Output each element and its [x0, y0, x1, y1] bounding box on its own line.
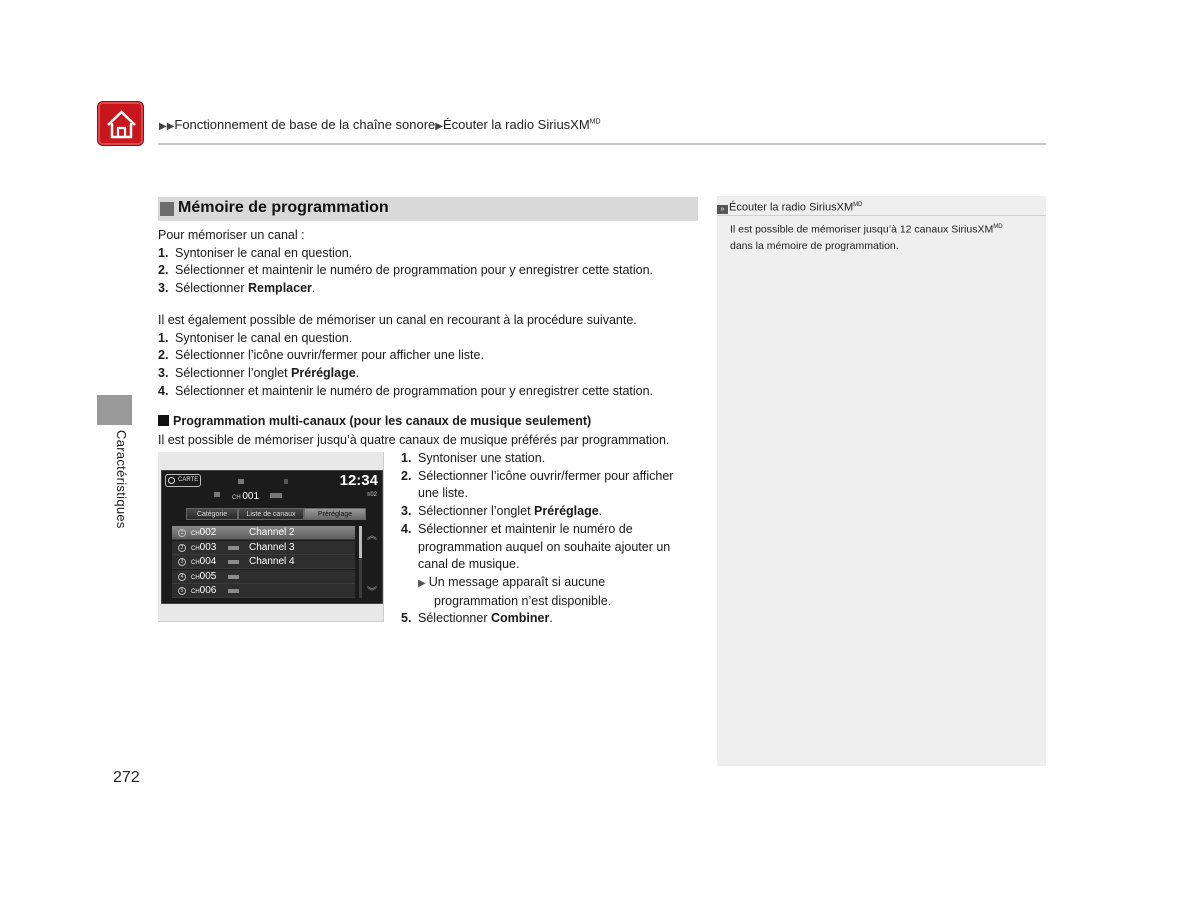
channel-art-icon: [270, 493, 282, 498]
step-item: 2. Sélectionner l’icône ouvrir/fermer pour afficher: [401, 468, 674, 483]
breadcrumb-link-siriusxm[interactable]: Écouter la radio SiriusXM: [443, 117, 590, 132]
preset-row[interactable]: 2 CH003 Channel 3: [172, 541, 355, 555]
breadcrumb-sup: MD: [589, 118, 601, 126]
section-heading: [158, 197, 698, 221]
preset-list: [172, 526, 355, 599]
tab-liste-de-canaux[interactable]: Liste de canaux: [238, 508, 304, 520]
step-note: ▶ Un message apparaît si aucune: [418, 574, 606, 589]
step-item: 4. Sélectionner et maintenir le numéro de: [401, 521, 633, 536]
audio-screen: [161, 470, 383, 604]
siriusxm-logo-icon: [228, 546, 239, 550]
step-item: 4. Sélectionner et maintenir le numéro de programmation pour y enregistrer cette station.: [158, 383, 654, 398]
step-item: 3. Sélectionner l’onglet Préréglage.: [401, 504, 603, 519]
step-item: 1. Syntoniser le canal en question.: [158, 330, 353, 345]
home-button[interactable]: [97, 101, 144, 146]
source-icon: [238, 479, 244, 484]
sub-intro: Il est possible de mémoriser jusqu’à quatre canaux de musique préférés par programmation.: [158, 433, 670, 447]
section-square-icon: [160, 202, 174, 216]
step-item: 2. Sélectionner l’icône ouvrir/fermer pour afficher une liste.: [158, 348, 484, 363]
chapter-label: Caractéristiques: [114, 430, 129, 529]
procedure-intro: Il est également possible de mémoriser un canal en recourant à la procédure suivante.: [158, 313, 637, 327]
page-number: 272: [113, 769, 140, 786]
home-icon: [104, 107, 139, 142]
step-item: 2. Sélectionner et maintenir le numéro de programmation pour y enregistrer cette station.: [158, 263, 654, 278]
procedure-intro: Pour mémoriser un canal :: [158, 228, 305, 242]
procedure-1: [158, 227, 653, 298]
note-body: Il est possible de mémoriser jusqu’à 12 canaux SiriusXM$^{MD}$ dans la mémoire de programmation.: [730, 223, 1003, 252]
note-panel: [717, 196, 1046, 766]
siriusxm-logo-icon: [228, 560, 239, 564]
step-item: 1. Syntoniser une station.: [401, 451, 546, 465]
note-heading: » Écouter la radio SiriusXM$^{MD}$: [717, 196, 1046, 216]
map-icon: [168, 477, 175, 484]
chapter-tab[interactable]: [97, 395, 132, 425]
siriusxm-logo-icon: [214, 492, 220, 497]
bluetooth-icon: [284, 479, 288, 484]
subheading: Programmation multi-canaux (pour les canaux de musique seulement): [158, 414, 591, 428]
step-item: 3. Sélectionner Remplacer.: [158, 281, 316, 296]
tab-categorie[interactable]: Catégorie: [186, 508, 238, 520]
note-reference-icon: »: [717, 205, 728, 214]
step-item: 1. Syntoniser le canal en question.: [158, 245, 353, 260]
step-item: 3. Sélectionner l’onglet Préréglage.: [158, 366, 360, 381]
breadcrumb-arrow-icon: ▶▶: [159, 121, 175, 132]
preset-row[interactable]: 3 CH004 Channel 4: [172, 555, 355, 569]
siriusxm-logo-icon: [228, 575, 239, 579]
scroll-up-icon[interactable]: ︽: [367, 531, 377, 542]
step-item: 5. Sélectionner Combiner.: [401, 611, 553, 626]
scroll-down-icon[interactable]: ︾: [367, 587, 377, 598]
tab-bar: [186, 508, 366, 520]
header-divider: [158, 143, 1046, 145]
current-channel: CH 001: [232, 491, 260, 502]
procedure-2: [158, 312, 653, 401]
note-arrow-icon: ▶: [418, 577, 426, 589]
procedure-3: 1. Syntoniser une station. 2. Sélectionner l’icône ouvrir/fermer pour afficher une liste. 3. Sélectionner l’onglet Préréglage. 4. Sélectionner et maintenir le numéro de programmation auquel on souhaite ajouter un canal de musique. ▶ Un message apparaît si aucune programmation n’est disponible. 5. Sélectionner Combiner.: [401, 450, 673, 628]
tab-prereglage[interactable]: Préréglage: [304, 508, 366, 520]
section-title: Mémoire de programmation: [178, 199, 389, 216]
preset-indicator: ≡02: [366, 492, 377, 498]
scrollbar-thumb[interactable]: [359, 526, 362, 558]
breadcrumb: [159, 117, 601, 132]
preset-row[interactable]: 4 CH005: [172, 570, 355, 584]
breadcrumb-arrow-icon: ▶: [435, 121, 443, 132]
carte-button[interactable]: CARTE: [165, 474, 201, 487]
preset-row[interactable]: 1 CH002 Channel 2: [172, 526, 355, 540]
subheading-square-icon: [158, 415, 169, 426]
breadcrumb-link-audio[interactable]: Fonctionnement de base de la chaîne sonore: [174, 117, 436, 132]
clock: 12:34: [339, 472, 378, 489]
preset-row[interactable]: 5 CH006: [172, 584, 355, 598]
siriusxm-logo-icon: [228, 589, 239, 593]
